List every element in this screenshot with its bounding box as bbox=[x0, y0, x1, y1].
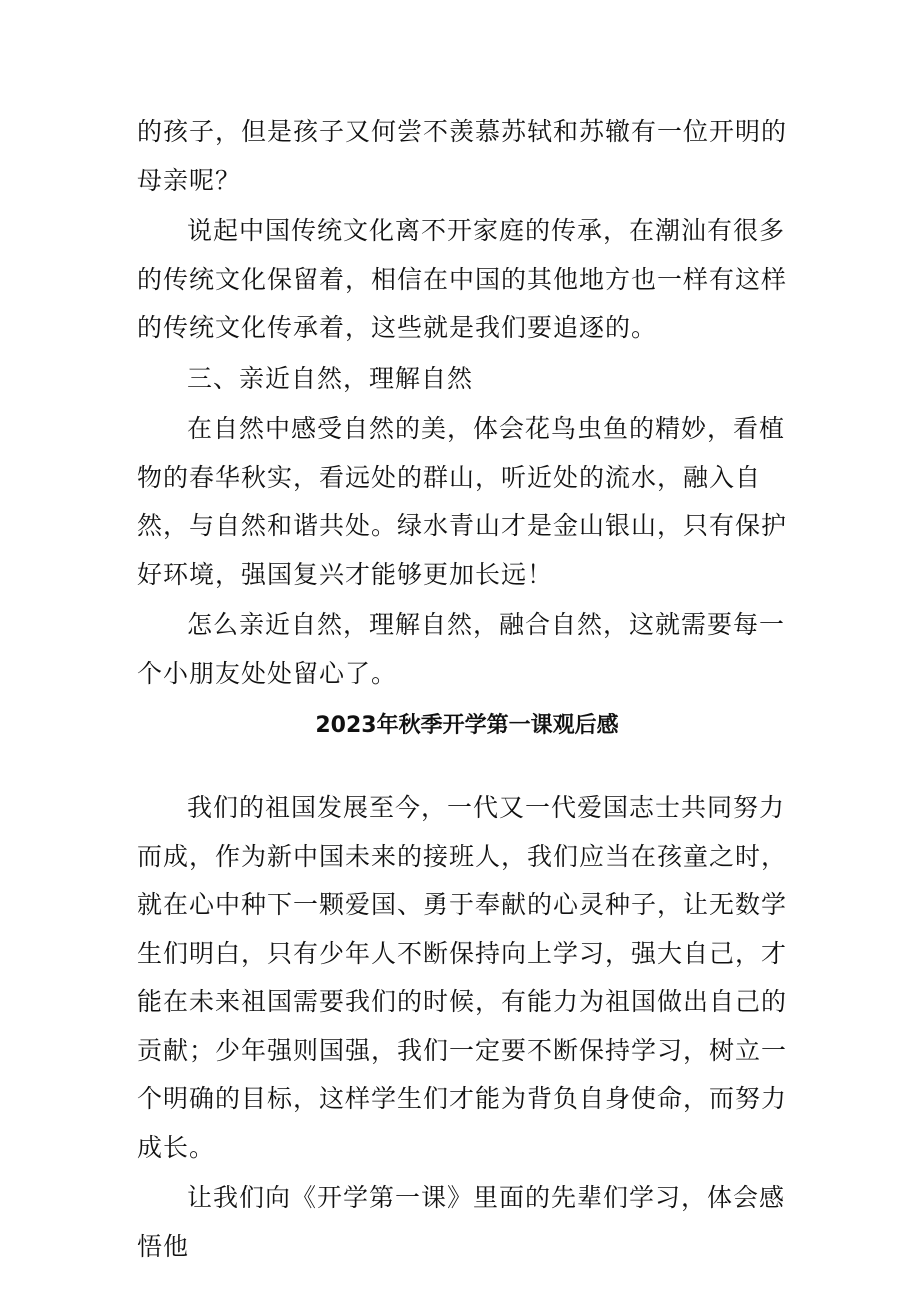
section-heading: 三、亲近自然，理解自然 bbox=[187, 363, 474, 393]
paragraph-tradition: 说起中国传统文化离不开家庭的传承，在潮汕有很多的传统文化保留着，相信在中国的其他地方也一样有这样的传统文化传承着，这些就是我们要追逐的。 bbox=[137, 216, 788, 342]
paragraph-nature-closing: 怎么亲近自然，理解自然，融合自然，这就需要每一个小朋友处处留心了。 bbox=[137, 610, 786, 688]
paragraph-motherland: 我们的祖国发展至今，一代又一代爱国志士共同努力而成，作为新中国未来的接班人，我们应当在孩童之时，就在心中种下一颗爱国、勇于奉献的心灵种子，让无数学生们明白，只有少年人不断保持向上学习，强大自己，才能在未来祖国需要我们的时候，有能力为祖国做出自己的贡献；少年强则国强，我们一定要不断保持学习，树立一个明确的目标，这样学生们才能为背负自身使命，而努力成长。 bbox=[137, 793, 788, 1162]
article-title: 2023年秋季开学第一课观后感 bbox=[315, 713, 619, 738]
document-body bbox=[137, 108, 797, 1271]
paragraph-nature-beauty: 在自然中感受自然的美，体会花鸟虫鱼的精妙，看植物的春华秋实，看远处的群山，听近处的流水，融入自然，与自然和谐共处。绿水青山才是金山银山，只有保护好环境，强国复兴才能够更加长远！ bbox=[137, 414, 788, 589]
paragraph-learn-from-elders: 让我们向《开学第一课》里面的先辈们学习，体会感悟他 bbox=[137, 1183, 786, 1261]
paragraph-continuation: 的孩子，但是孩子又何尝不羡慕苏轼和苏辙有一位开明的母亲呢？ bbox=[137, 117, 788, 195]
